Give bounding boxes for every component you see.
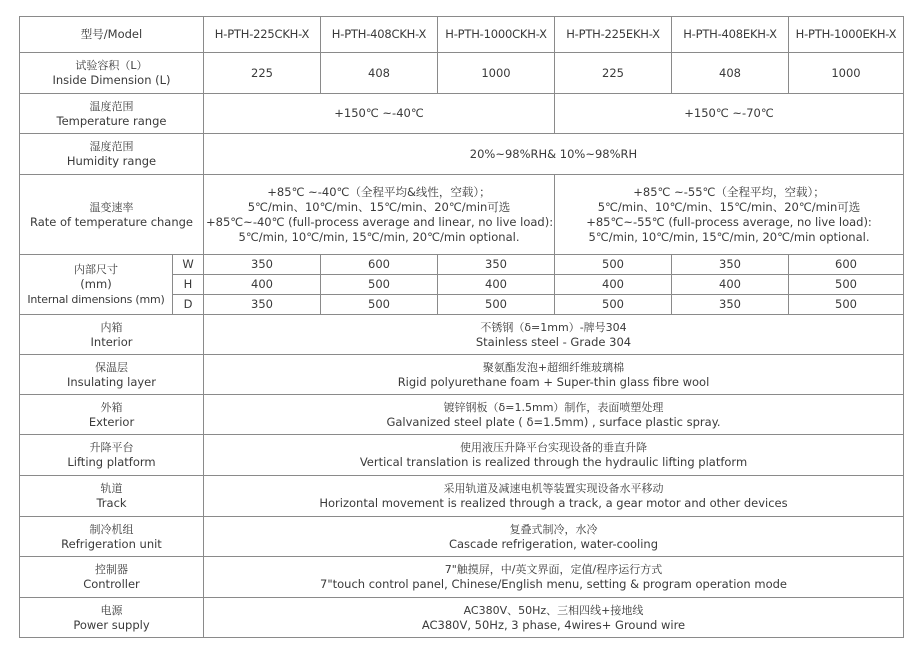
model-row [20,17,904,53]
value-en: Galvanized steel plate ( δ=1.5mm) , surface plastic spray. [386,414,721,429]
value-cell: 1000 [438,53,555,94]
value-cell [204,557,904,598]
value-cell: 400 [555,275,672,295]
value-cell: 600 [789,255,904,275]
value-cell: 350 [438,255,555,275]
temperature-range-row [20,94,904,134]
value-zh: 复叠式制冷，水冷 [509,522,598,536]
axis-label: H [173,275,204,295]
volume-row [20,53,904,94]
value-cell: +150℃ ~-70℃ [555,94,904,134]
value-cell: 500 [555,295,672,315]
value-cell: 20%~98%RH& 10%~98%RH [204,134,904,175]
rate-line: +85℃~-40℃ (full-process average and linear, no live load): [206,214,554,229]
row-label [20,598,204,638]
rate-line: 5℃/min, 10℃/min, 15℃/min, 20℃/min optional. [588,229,870,244]
label-en: Track [96,496,127,510]
rate-ek-cell [555,175,904,255]
power-row [20,598,904,638]
row-label [20,355,204,395]
value-cell: 225 [555,53,672,94]
row-label [20,557,204,598]
value-cell: 600 [321,255,438,275]
value-cell: 350 [204,295,321,315]
rate-line: 5℃/min、10℃/min、15℃/min、20℃/min可选 [597,199,861,214]
axis-label: W [173,255,204,275]
label-zh: 轨道 [100,482,123,495]
row-label [20,315,204,355]
model-label: 型号/Model [20,17,204,53]
rate-ck-cell [204,175,555,255]
label-zh: 电源 [100,603,123,617]
row-label [20,517,204,557]
model-cell: H-PTH-1000CKH-X [438,17,555,53]
label-zh: 内箱 [100,320,123,334]
label-en: Inside Dimension (L) [52,73,171,87]
value-cell [204,476,904,517]
label-zh: 外箱 [100,400,123,414]
internal-w-row [20,255,904,275]
spec-table [19,16,904,638]
interior-row [20,315,904,355]
rate-line: 5℃/min, 10℃/min, 15℃/min, 20℃/min optional. [238,229,520,244]
track-row [20,476,904,517]
model-cell: H-PTH-408EKH-X [672,17,789,53]
rate-line: 5℃/min、10℃/min、15℃/min、20℃/min可选 [247,199,511,214]
value-en: Cascade refrigeration, water-cooling [448,536,659,551]
label-en: Power supply [73,617,150,632]
value-cell [204,355,904,395]
label-en: Refrigeration unit [61,536,162,551]
model-cell: H-PTH-408CKH-X [321,17,438,53]
value-cell: 400 [438,275,555,295]
rate-line: +85℃~-55℃ (full-process average, no live load): [586,214,872,229]
label-zh: 制冷机组 [89,522,134,536]
value-cell: 500 [438,295,555,315]
controller-row [20,557,904,598]
label-en: Interior [90,334,133,349]
value-cell: 500 [555,255,672,275]
row-label [20,435,204,476]
value-cell: 350 [672,295,789,315]
row-label [20,53,204,94]
rate-line: +85℃ ~-40℃（全程平均&线性，空载）； [267,184,491,199]
value-cell: 400 [672,275,789,295]
axis-label: D [173,295,204,315]
label-en: Insulating layer [66,374,156,389]
value-cell [204,598,904,638]
value-en: Horizontal movement is realized through a track, a gear motor and other devices [319,496,788,510]
value-cell: 350 [672,255,789,275]
value-cell: 408 [672,53,789,94]
value-cell: 500 [321,295,438,315]
value-en: AC380V, 50Hz, 3 phase, 4wires+ Ground wire [421,617,686,632]
label-zh: 温度范围 [89,99,134,113]
lifting-row [20,435,904,476]
value-cell: 1000 [789,53,904,94]
label-zh: 内部尺寸 [74,263,118,276]
model-cell: H-PTH-225EKH-X [555,17,672,53]
label-en: Controller [83,577,140,591]
label-en: Exterior [88,414,135,429]
value-cell [204,315,904,355]
value-en: Rigid polyurethane foam + Super-thin glass fibre wool [397,374,710,389]
label-zh: 升降平台 [89,441,134,454]
value-cell: 225 [204,53,321,94]
value-cell: 500 [789,275,904,295]
row-label [20,476,204,517]
label-en: Rate of temperature change [29,214,194,229]
label-zh: 保温层 [95,360,128,374]
value-cell: 408 [321,53,438,94]
value-zh: 不锈钢（δ=1mm）-牌号304 [480,320,627,334]
label-zh: 试验容积（L） [75,59,148,72]
exterior-row [20,395,904,435]
value-zh: 镀锌钢板（δ=1.5mm）制作，表面喷塑处理 [443,400,664,414]
label-en: Humidity range [66,154,157,168]
label-en: Internal dimensions (mm) [27,293,165,306]
row-label [20,255,173,315]
label-en: Lifting platform [67,455,156,469]
row-label [20,134,204,175]
model-cell: H-PTH-225CKH-X [204,17,321,53]
rate-row [20,175,904,255]
insulation-row [20,355,904,395]
value-en: Stainless steel - Grade 304 [475,334,632,349]
row-label [20,175,204,255]
value-cell: 400 [204,275,321,295]
label-zh: 湿度范围 [89,140,134,153]
refrigeration-row [20,517,904,557]
value-zh: AC380V、50Hz、三相四线+接地线 [463,603,644,617]
value-en: Vertical translation is realized through the hydraulic lifting platform [359,455,748,469]
humidity-row [20,134,904,175]
label-zh: 温变速率 [89,200,134,214]
value-zh: 使用液压升降平台实现设备的垂直升降 [460,441,647,454]
value-en: 7"touch control panel, Chinese/English menu, setting & program operation mode [320,577,787,591]
value-cell: +150℃ ~-40℃ [204,94,555,134]
value-cell [204,517,904,557]
value-cell: 350 [204,255,321,275]
value-cell [204,395,904,435]
value-cell [204,435,904,476]
label-unit: (mm) [80,277,112,291]
label-zh: 控制器 [95,563,128,576]
value-zh: 聚氨酯发泡+超细纤维玻璃棉 [482,360,625,374]
value-zh: 采用轨道及减速电机等装置实现设备水平移动 [443,482,664,495]
rate-line: +85℃ ~-55℃（全程平均，空载）； [633,184,825,199]
value-zh: 7"触摸屏，中/英文界面，定值/程序运行方式 [444,563,663,576]
value-cell: 500 [321,275,438,295]
row-label [20,395,204,435]
value-cell: 500 [789,295,904,315]
label-en: Temperature range [56,113,167,128]
model-cell: H-PTH-1000EKH-X [789,17,904,53]
row-label [20,94,204,134]
